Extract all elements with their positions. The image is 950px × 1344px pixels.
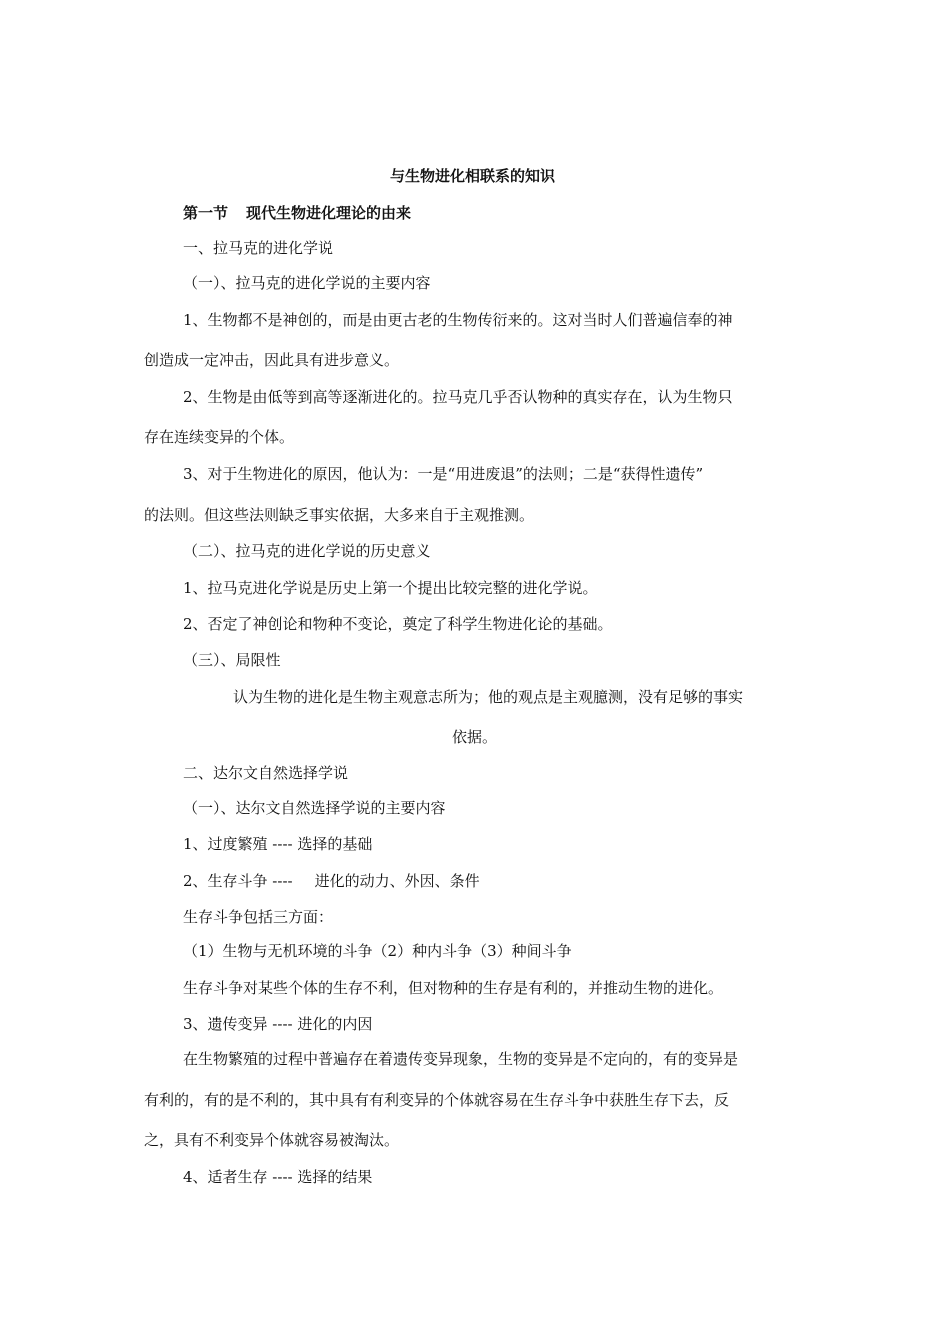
document-title: 与生物进化相联系的知识 xyxy=(390,167,556,185)
section-label: 第一节 xyxy=(183,204,229,222)
paragraph-line: 2、否定了神创论和物种不变论，奠定了科学生物进化论的基础。 xyxy=(183,615,613,633)
list-item-part: 2、生存斗争 ---- xyxy=(183,872,293,890)
list-item: 1、过度繁殖 ---- 选择的基础 xyxy=(183,835,373,853)
paragraph-line: （1）生物与无机环境的斗争（2）种内斗争（3）种间斗争 xyxy=(183,942,572,960)
part1-sub1-heading: （一）、拉马克的进化学说的主要内容 xyxy=(183,274,431,292)
paragraph-line: 之，具有不利变异个体就容易被淘汰。 xyxy=(144,1131,400,1149)
section-heading xyxy=(183,203,411,223)
list-item: 4、适者生存 ---- 选择的结果 xyxy=(183,1168,373,1186)
part2-sub1-heading: （一）、达尔文自然选择学说的主要内容 xyxy=(183,799,446,817)
list-item: 3、遗传变异 ---- 进化的内因 xyxy=(183,1015,373,1033)
part1-sub3-heading: （三）、局限性 xyxy=(183,651,281,669)
paragraph-line: 的法则。但这些法则缺乏事实依据，大多来自于主观推测。 xyxy=(144,506,535,524)
part2-heading: 二、达尔文自然选择学说 xyxy=(183,764,349,782)
paragraph-line: 依据。 xyxy=(452,728,498,746)
paragraph-line: 创造成一定冲击，因此具有进步意义。 xyxy=(144,351,400,369)
paragraph-line: 认为生物的进化是生物主观意志所为；他的观点是主观臆测，没有足够的事实 xyxy=(233,688,744,706)
paragraph-line: 1、拉马克进化学说是历史上第一个提出比较完整的进化学说。 xyxy=(183,579,598,597)
paragraph-line: 1、生物都不是神创的，而是由更古老的生物传衍来的。这对当时人们普遍信奉的神 xyxy=(183,311,733,329)
paragraph-line: 在生物繁殖的过程中普遍存在着遗传变异现象，生物的变异是不定向的，有的变异是 xyxy=(183,1050,739,1068)
paragraph-line: 生存斗争包括三方面： xyxy=(183,908,334,926)
paragraph-line: 有利的，有的是不利的，其中具有有利变异的个体就容易在生存斗争中获胜生存下去，反 xyxy=(144,1091,730,1109)
paragraph-line: 3、对于生物进化的原因，他认为：一是“用进废退”的法则；二是“获得性遗传” xyxy=(183,465,704,483)
list-item-part: 进化的动力、外因、条件 xyxy=(314,872,480,890)
paragraph-line: 2、生物是由低等到高等逐渐进化的。拉马克几乎否认物种的真实存在，认为生物只 xyxy=(183,388,733,406)
paragraph-line: 生存斗争对某些个体的生存不利，但对物种的生存是有利的，并推动生物的进化。 xyxy=(183,979,724,997)
section-title: 现代生物进化理论的由来 xyxy=(246,204,412,222)
paragraph-line: 存在连续变异的个体。 xyxy=(144,428,295,446)
part1-sub2-heading: （二）、拉马克的进化学说的历史意义 xyxy=(183,542,431,560)
part1-heading: 一、拉马克的进化学说 xyxy=(183,239,334,257)
list-item xyxy=(183,871,480,891)
